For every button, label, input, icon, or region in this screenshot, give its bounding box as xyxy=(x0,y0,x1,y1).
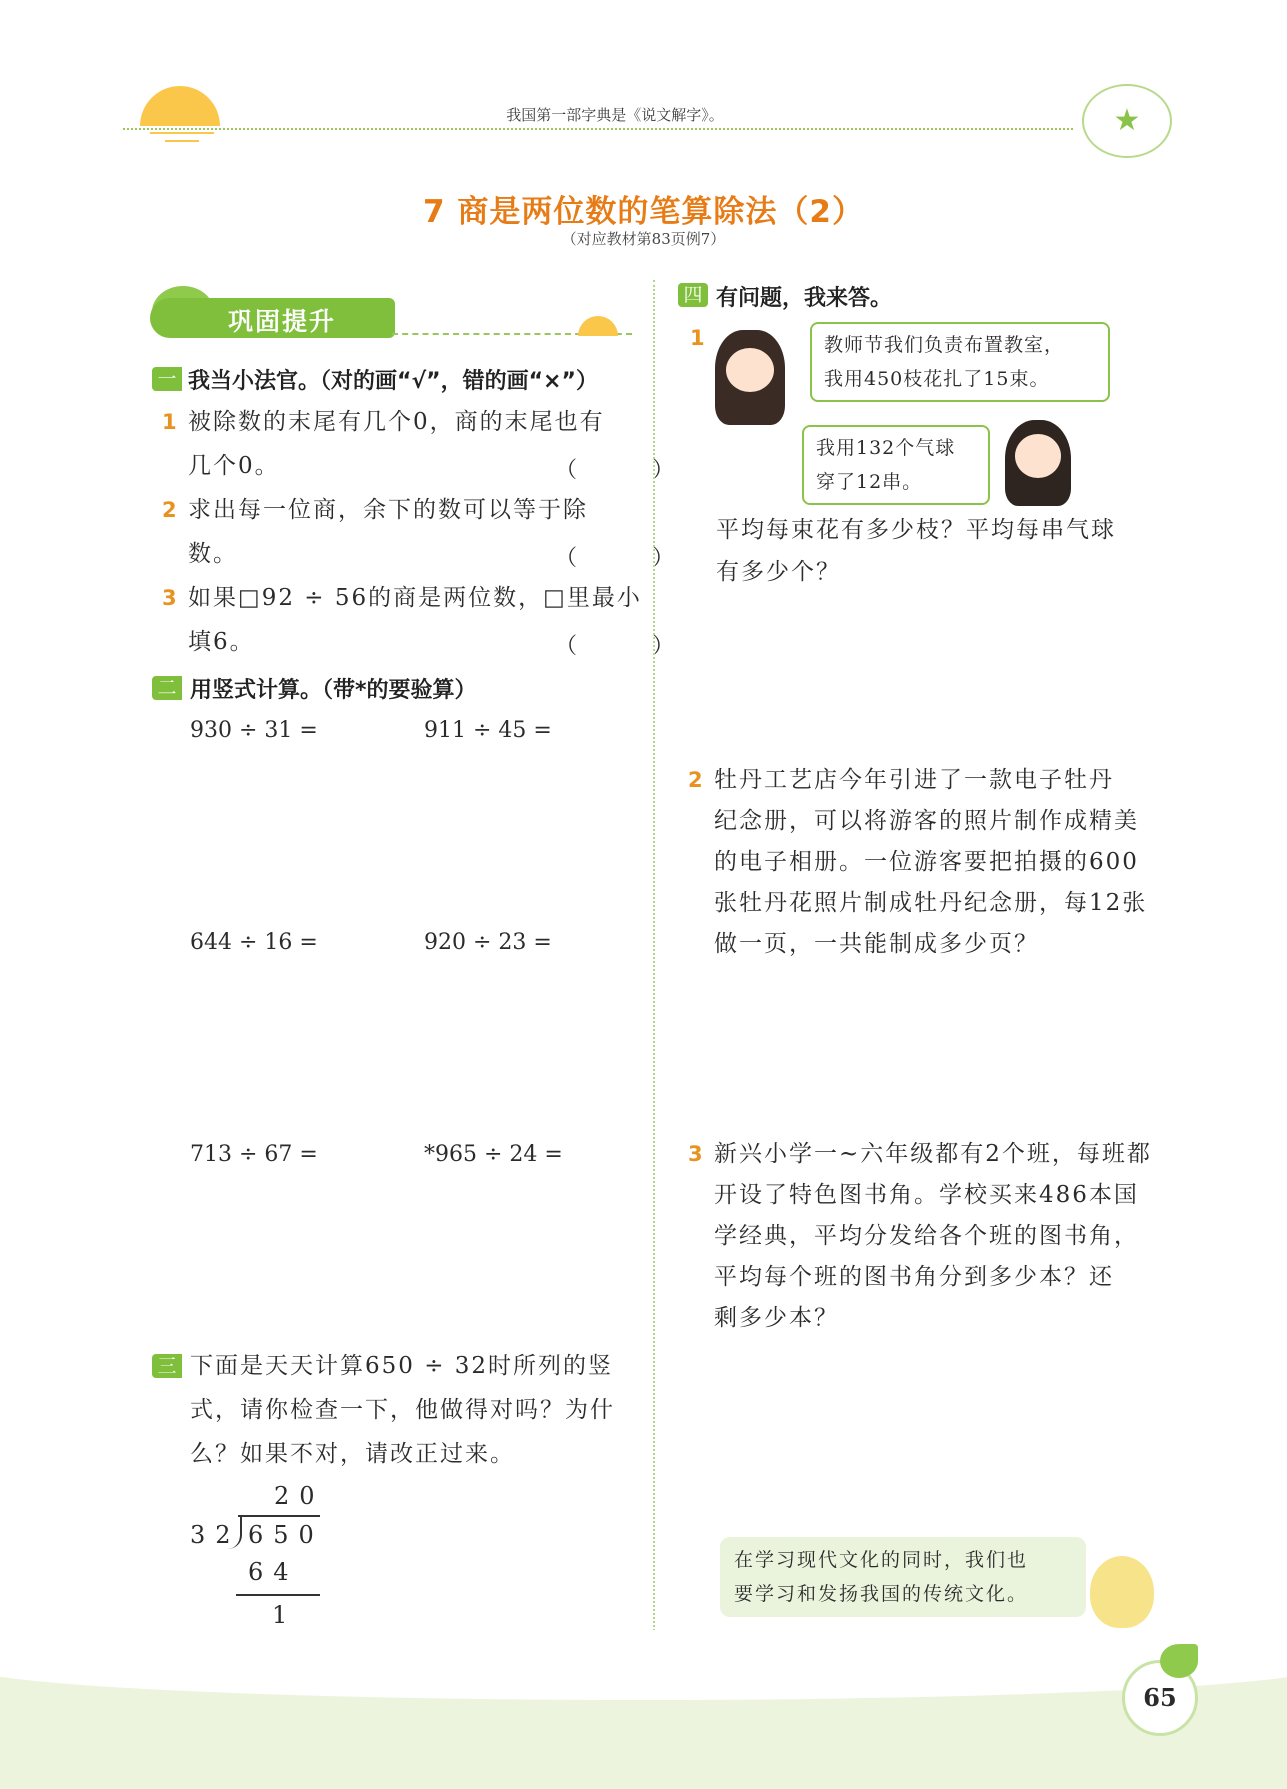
calc-expression: 911 ÷ 45 = xyxy=(424,718,552,743)
section-1-heading: 我当小法官。（对的画“√”，错的画“×”） xyxy=(188,369,598,394)
question-number: 2 xyxy=(688,768,703,792)
question-number: 1 xyxy=(690,326,705,350)
question-text: 张牡丹花照片制成牡丹纪念册，每12张 xyxy=(714,890,1148,916)
speech-bubble xyxy=(802,425,990,505)
page-title: 7 商是两位数的笔算除法（2） xyxy=(423,194,864,230)
section-4-badge: 四 xyxy=(678,283,708,307)
question-text: 平均每个班的图书角分到多少本？还 xyxy=(714,1264,1114,1290)
question-number: 1 xyxy=(162,410,177,434)
calc-expression: 644 ÷ 16 = xyxy=(190,930,318,955)
brand-seal-icon: ★ xyxy=(1082,84,1172,158)
question-text: 被除数的末尾有几个0，商的末尾也有 xyxy=(188,409,605,435)
question-text: 平均每束花有多少枝？平均每串气球 xyxy=(716,517,1116,543)
header-divider xyxy=(123,128,1073,130)
section-4-heading: 有问题，我来答。 xyxy=(716,286,893,311)
question-text: 几个0。 xyxy=(188,453,280,479)
question-text: 新兴小学一~六年级都有2个班，每班都 xyxy=(714,1141,1152,1167)
answer-parentheses[interactable]: （ ） xyxy=(555,546,708,571)
section-2-badge: 二 xyxy=(152,676,182,700)
sun-decoration xyxy=(140,86,220,126)
sun-reflection xyxy=(150,132,214,134)
tip-line: 在学习现代文化的同时，我们也 xyxy=(734,1549,1029,1571)
question-text: 做一页，一共能制成多少页？ xyxy=(714,931,1039,957)
bubble-line: 穿了12串。 xyxy=(816,471,923,493)
answer-parentheses[interactable]: （ ） xyxy=(555,458,708,483)
small-sun-icon xyxy=(578,316,618,336)
page-number: 65 xyxy=(1122,1660,1198,1736)
calc-expression: *965 ÷ 24 = xyxy=(424,1142,563,1167)
mascot-icon xyxy=(1090,1556,1154,1628)
division-underline xyxy=(236,1594,320,1596)
division-quotient: 20 xyxy=(274,1482,325,1510)
question-text: 如果□92 ÷ 56的商是两位数，□里最小 xyxy=(188,585,642,611)
column-divider xyxy=(653,280,655,1635)
question-text: 数。 xyxy=(188,541,238,567)
division-bar xyxy=(238,1515,320,1517)
bubble-line: 我用132个气球 xyxy=(816,437,956,459)
question-text: 式，请你检查一下，他做得对吗？为什 xyxy=(190,1397,615,1423)
footer-wave xyxy=(0,1630,1287,1700)
calc-expression: 713 ÷ 67 = xyxy=(190,1142,318,1167)
speech-bubble xyxy=(810,322,1110,402)
question-text: 下面是天天计算650 ÷ 32时所列的竖 xyxy=(190,1353,614,1379)
page-subtitle: （对应教材第83页例7） xyxy=(561,230,726,248)
tip-box xyxy=(720,1537,1086,1617)
bubble-line: 我用450枝花扎了15束。 xyxy=(824,368,1050,390)
division-product: 64 xyxy=(248,1558,299,1586)
question-text: 填6。 xyxy=(188,629,255,655)
question-text: 牡丹工艺店今年引进了一款电子牡丹 xyxy=(714,767,1114,793)
question-text: 么？如果不对，请改正过来。 xyxy=(190,1441,515,1467)
question-text: 学经典，平均分发给各个班的图书角， xyxy=(714,1223,1139,1249)
question-text: 的电子相册。一位游客要把拍摄的600 xyxy=(714,849,1139,875)
sun-reflection-2 xyxy=(165,140,199,142)
tip-line: 要学习和发扬我国的传统文化。 xyxy=(734,1583,1029,1605)
bubble-line: 教师节我们负责布置教室， xyxy=(824,334,1065,356)
question-text: 剩多少本？ xyxy=(714,1305,839,1331)
answer-parentheses[interactable]: （ ） xyxy=(555,634,708,659)
division-dividend: 650 xyxy=(248,1521,324,1549)
calc-expression: 920 ÷ 23 = xyxy=(424,930,552,955)
question-text: 有多少个？ xyxy=(716,559,841,585)
question-number: 3 xyxy=(162,586,177,610)
boy-avatar xyxy=(1005,420,1071,506)
question-number: 3 xyxy=(688,1142,703,1166)
dolphin-icon xyxy=(1160,1644,1198,1678)
girl-avatar xyxy=(715,330,785,425)
division-remainder: 1 xyxy=(272,1601,298,1629)
question-text: 开设了特色图书角。学校买来486本国 xyxy=(714,1182,1139,1208)
division-divisor: 32 xyxy=(190,1521,241,1549)
section-banner-label: 巩固提升 xyxy=(228,307,337,336)
calc-expression: 930 ÷ 31 = xyxy=(190,718,318,743)
header-fact: 我国第一部字典是《说文解字》。 xyxy=(506,106,724,124)
section-3-badge: 三 xyxy=(152,1354,182,1378)
section-1-badge: 一 xyxy=(152,367,182,391)
section-2-heading: 用竖式计算。（带*的要验算） xyxy=(190,678,477,703)
question-text: 求出每一位商，余下的数可以等于除 xyxy=(188,497,588,523)
question-number: 2 xyxy=(162,498,177,522)
question-text: 纪念册，可以将游客的照片制作成精美 xyxy=(714,808,1139,834)
